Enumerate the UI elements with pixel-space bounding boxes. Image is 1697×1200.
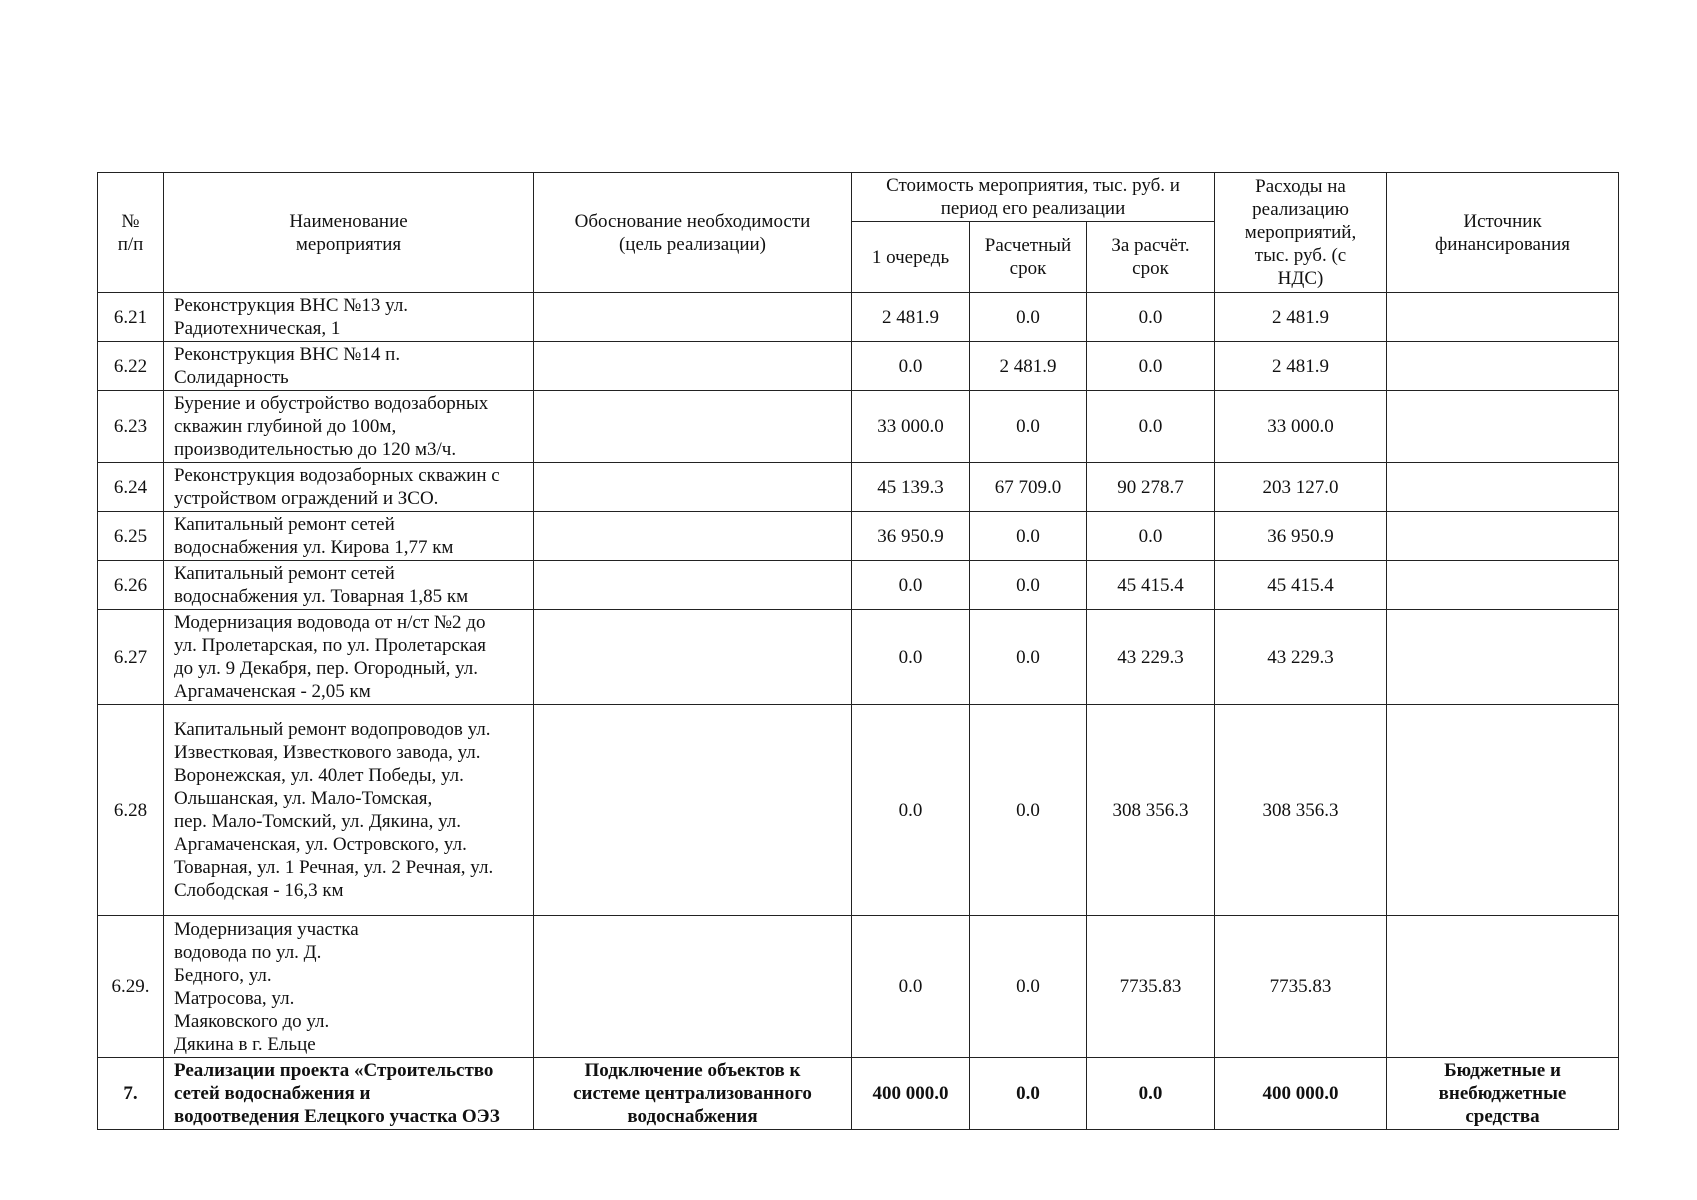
row-beyond-period: 0.0 xyxy=(1087,293,1215,342)
table-row xyxy=(98,391,1619,463)
row-total: 45 415.4 xyxy=(1215,561,1387,610)
row-name: Реализации проекта «Строительство сетей водоснабжения и водоотведения Елецкого участка ОЭЗ xyxy=(164,1058,534,1130)
row-name: Реконструкция водозаборных скважин с устройством ограждений и ЗСО. xyxy=(164,463,534,512)
row-name: Реконструкция ВНС №13 ул. Радиотехническая, 1 xyxy=(164,293,534,342)
header-cost-group: Стоимость мероприятия, тыс. руб. и период его реализации xyxy=(852,173,1215,222)
row-beyond-period: 7735.83 xyxy=(1087,916,1215,1058)
row-calc-period: 0.0 xyxy=(970,1058,1087,1130)
row-stage1: 0.0 xyxy=(852,705,970,916)
row-calc-period: 0.0 xyxy=(970,610,1087,705)
row-beyond-period: 0.0 xyxy=(1087,391,1215,463)
table-row xyxy=(98,1058,1619,1130)
row-justification xyxy=(534,916,852,1058)
table-row xyxy=(98,916,1619,1058)
row-number: 7. xyxy=(98,1058,164,1130)
row-stage1: 400 000.0 xyxy=(852,1058,970,1130)
row-number: 6.29. xyxy=(98,916,164,1058)
row-calc-period: 0.0 xyxy=(970,293,1087,342)
row-stage1: 33 000.0 xyxy=(852,391,970,463)
row-justification: Подключение объектов к системе централизованного водоснабжения xyxy=(534,1058,852,1130)
row-number: 6.27 xyxy=(98,610,164,705)
row-name: Капитальный ремонт сетей водоснабжения ул. Товарная 1,85 км xyxy=(164,561,534,610)
row-justification xyxy=(534,610,852,705)
row-name: Модернизация водовода от н/ст №2 до ул. Пролетарская, по ул. Пролетарская до ул. 9 Декабря, пер. Огородный, ул. Аргамаченская - 2,05 км xyxy=(164,610,534,705)
row-source xyxy=(1387,342,1619,391)
row-stage1: 0.0 xyxy=(852,610,970,705)
row-beyond-period: 43 229.3 xyxy=(1087,610,1215,705)
row-beyond-period: 0.0 xyxy=(1087,1058,1215,1130)
header-beyond-period: За расчёт. срок xyxy=(1087,222,1215,293)
table-body xyxy=(98,293,1619,1130)
row-source xyxy=(1387,391,1619,463)
row-justification xyxy=(534,705,852,916)
row-calc-period: 2 481.9 xyxy=(970,342,1087,391)
row-calc-period: 0.0 xyxy=(970,512,1087,561)
row-calc-period: 0.0 xyxy=(970,916,1087,1058)
header-source: Источник финансирования xyxy=(1387,173,1619,293)
row-total: 36 950.9 xyxy=(1215,512,1387,561)
row-calc-period: 0.0 xyxy=(970,705,1087,916)
row-number: 6.26 xyxy=(98,561,164,610)
row-number: 6.28 xyxy=(98,705,164,916)
row-stage1: 36 950.9 xyxy=(852,512,970,561)
table-row xyxy=(98,463,1619,512)
table-row xyxy=(98,512,1619,561)
row-source xyxy=(1387,916,1619,1058)
row-source xyxy=(1387,463,1619,512)
header-total: Расходы на реализацию мероприятий, тыс. руб. (с НДС) xyxy=(1215,173,1387,293)
table-row xyxy=(98,342,1619,391)
row-calc-period: 67 709.0 xyxy=(970,463,1087,512)
row-beyond-period: 45 415.4 xyxy=(1087,561,1215,610)
row-stage1: 2 481.9 xyxy=(852,293,970,342)
row-total: 2 481.9 xyxy=(1215,342,1387,391)
row-stage1: 0.0 xyxy=(852,916,970,1058)
row-beyond-period: 308 356.3 xyxy=(1087,705,1215,916)
row-number: 6.23 xyxy=(98,391,164,463)
table-row xyxy=(98,610,1619,705)
row-justification xyxy=(534,463,852,512)
row-stage1: 0.0 xyxy=(852,342,970,391)
table-row xyxy=(98,293,1619,342)
row-beyond-period: 0.0 xyxy=(1087,512,1215,561)
row-justification xyxy=(534,512,852,561)
row-total: 43 229.3 xyxy=(1215,610,1387,705)
row-justification xyxy=(534,561,852,610)
row-total: 203 127.0 xyxy=(1215,463,1387,512)
row-source xyxy=(1387,561,1619,610)
row-calc-period: 0.0 xyxy=(970,391,1087,463)
row-name: Бурение и обустройство водозаборных скважин глубиной до 100м, производительностью до 120 м3/ч. xyxy=(164,391,534,463)
row-stage1: 0.0 xyxy=(852,561,970,610)
table-row xyxy=(98,561,1619,610)
table-row xyxy=(98,705,1619,916)
row-justification xyxy=(534,342,852,391)
row-number: 6.25 xyxy=(98,512,164,561)
row-name: Модернизация участка водовода по ул. Д. Бедного, ул. Матросова, ул. Маяковского до ул. Дякина в г. Ельце xyxy=(164,916,534,1058)
row-total: 400 000.0 xyxy=(1215,1058,1387,1130)
row-total: 2 481.9 xyxy=(1215,293,1387,342)
measures-table xyxy=(97,172,1619,1130)
header-calc-period: Расчетный срок xyxy=(970,222,1087,293)
row-total: 308 356.3 xyxy=(1215,705,1387,916)
row-justification xyxy=(534,391,852,463)
header-justification: Обоснование необходимости (цель реализации) xyxy=(534,173,852,293)
row-source: Бюджетные и внебюджетные средства xyxy=(1387,1058,1619,1130)
row-number: 6.24 xyxy=(98,463,164,512)
row-name: Реконструкция ВНС №14 п. Солидарность xyxy=(164,342,534,391)
row-justification xyxy=(534,293,852,342)
row-source xyxy=(1387,610,1619,705)
row-stage1: 45 139.3 xyxy=(852,463,970,512)
row-total: 7735.83 xyxy=(1215,916,1387,1058)
row-name: Капитальный ремонт сетей водоснабжения ул. Кирова 1,77 км xyxy=(164,512,534,561)
row-number: 6.22 xyxy=(98,342,164,391)
row-calc-period: 0.0 xyxy=(970,561,1087,610)
row-beyond-period: 0.0 xyxy=(1087,342,1215,391)
row-source xyxy=(1387,512,1619,561)
header-name: Наименование мероприятия xyxy=(164,173,534,293)
row-source xyxy=(1387,293,1619,342)
row-name: Капитальный ремонт водопроводов ул. Известковая, Известкового завода, ул. Воронежская, ул. 40лет Победы, ул. Ольшанская, ул. Мало-Томская, пер. Мало-Томский, ул. Дякина, ул. Аргамаченская, ул. Островского, ул. Товарная, ул. 1 Речная, ул. 2 Речная, ул. Слободская - 16,3 км xyxy=(164,705,534,916)
header-stage1: 1 очередь xyxy=(852,222,970,293)
row-beyond-period: 90 278.7 xyxy=(1087,463,1215,512)
row-number: 6.21 xyxy=(98,293,164,342)
row-total: 33 000.0 xyxy=(1215,391,1387,463)
header-num: № п/п xyxy=(98,173,164,293)
row-source xyxy=(1387,705,1619,916)
